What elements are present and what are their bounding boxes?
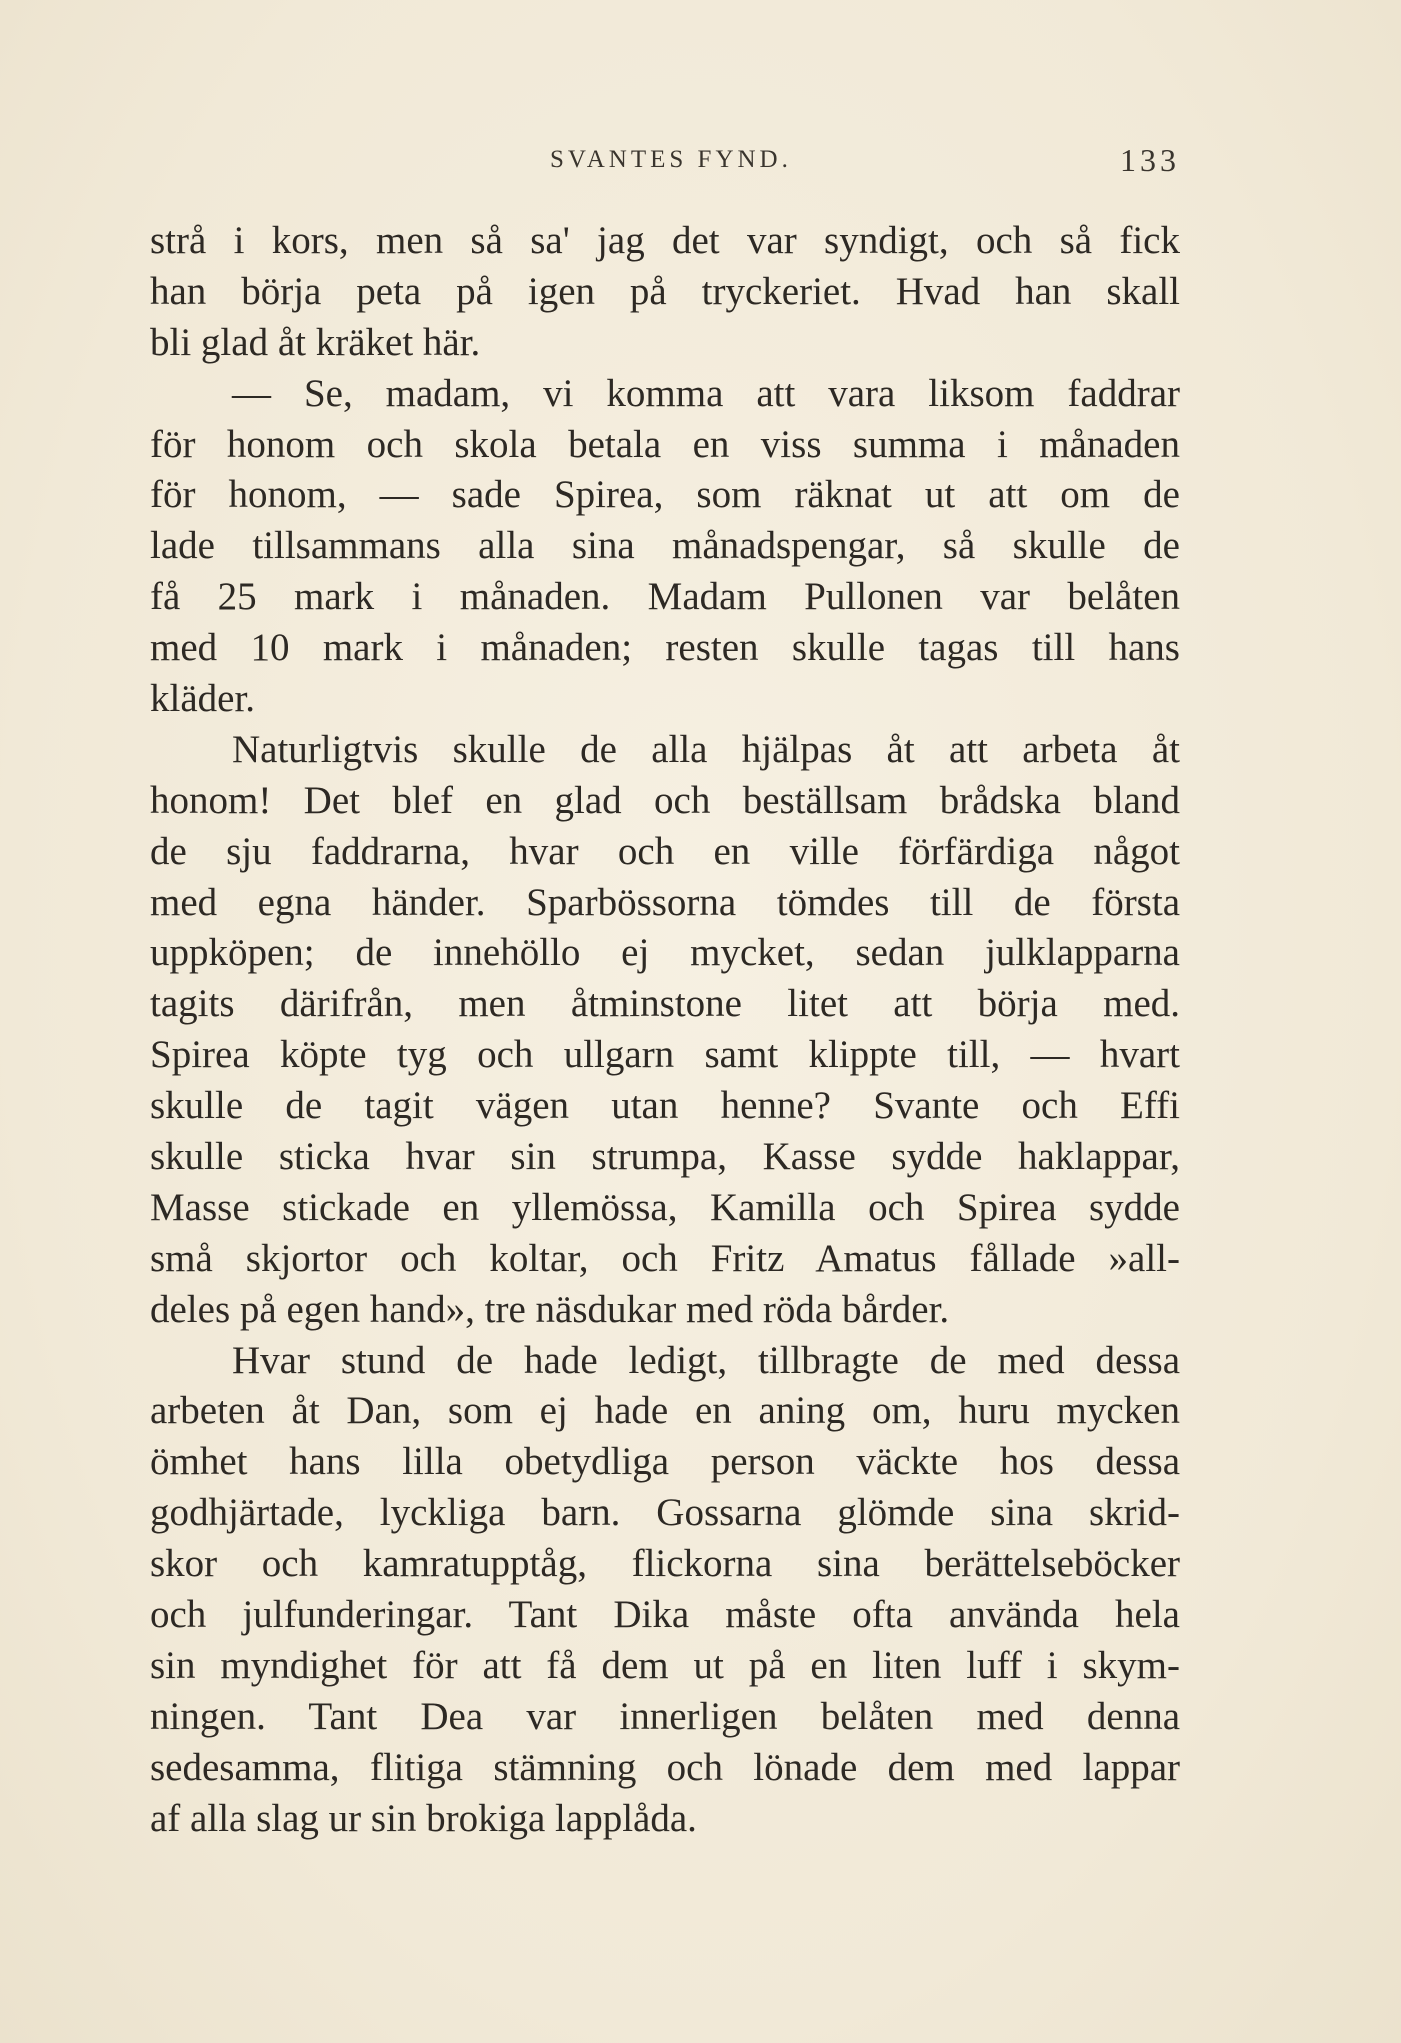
text-line: Naturligtvis skulle de alla hjälpas åt att arbeta åt [232,727,1180,771]
text-line: uppköpen; de innehöllo ej mycket, sedan julklapparna [150,931,1180,975]
text-line: af alla slag ur sin brokiga lapplåda. [150,1796,697,1840]
text-line: han börja peta på igen på tryckeriet. Hvad han skall [150,269,1180,313]
text-line: för honom, — sade Spirea, som räknat ut att om de [150,473,1180,517]
text-line: med 10 mark i månaden; resten skulle tagas till hans [150,626,1180,670]
text-line: skulle de tagit vägen utan henne? Svante och Effi [150,1084,1180,1128]
text-line: Hvar stund de hade ledigt, tillbragte de med dessa [232,1338,1180,1382]
text-line: skulle sticka hvar sin strumpa, Kasse sydde haklappar, [150,1135,1180,1179]
text-line: de sju faddrarna, hvar och en ville förfärdiga något [150,829,1180,873]
page-number: 133 [1120,142,1180,178]
text-line: arbeten åt Dan, som ej hade en aning om, huru mycken [150,1389,1180,1433]
text-line: Spirea köpte tyg och ullgarn samt klippte till, — hvart [150,1033,1180,1077]
text-line: honom! Det blef en glad och beställsam brådska bland [150,778,1180,822]
text-line: med egna händer. Sparbössorna tömdes till de första [150,880,1180,924]
text-line: sedesamma, flitiga stämning och lönade dem med lappar [150,1745,1180,1789]
running-title: SVANTES FYND. [550,146,792,173]
text-line: strå i kors, men så sa' jag det var syndigt, och så fick [150,219,1180,262]
running-head [150,140,1180,180]
text-line: godhjärtade, lyckliga barn. Gossarna glömde sina skrid- [150,1491,1180,1535]
text-line: kläder. [150,677,256,721]
text-line: — Se, madam, vi komma att vara liksom faddrar [232,371,1180,415]
text-line: sin myndighet för att få dem ut på en liten luff i skym- [150,1643,1180,1687]
text-line: ningen. Tant Dea var innerligen belåten med denna [150,1694,1180,1738]
body-text [150,216,1180,1845]
text-line: skor och kamratupptåg, flickorna sina berättelseböcker [150,1542,1180,1586]
text-line: Masse stickade en yllemössa, Kamilla och Spirea sydde [150,1185,1180,1229]
text-line: lade tillsammans alla sina månadspengar, så skulle de [150,524,1180,568]
text-line: tagits därifrån, men åtminstone litet att börja med. [150,982,1180,1026]
text-line: få 25 mark i månaden. Madam Pullonen var belåten [150,575,1180,619]
text-line: för honom och skola betala en viss summa i månaden [150,422,1180,466]
text-line: ömhet hans lilla obetydliga person väckte hos dessa [150,1440,1180,1484]
text-line: och julfunderingar. Tant Dika måste ofta använda hela [150,1593,1180,1637]
text-line: deles på egen hand», tre näsdukar med röda bårder. [150,1287,950,1331]
text-line: bli glad åt kräket här. [150,320,481,364]
text-line: små skjortor och koltar, och Fritz Amatus fållade »all- [150,1236,1180,1280]
